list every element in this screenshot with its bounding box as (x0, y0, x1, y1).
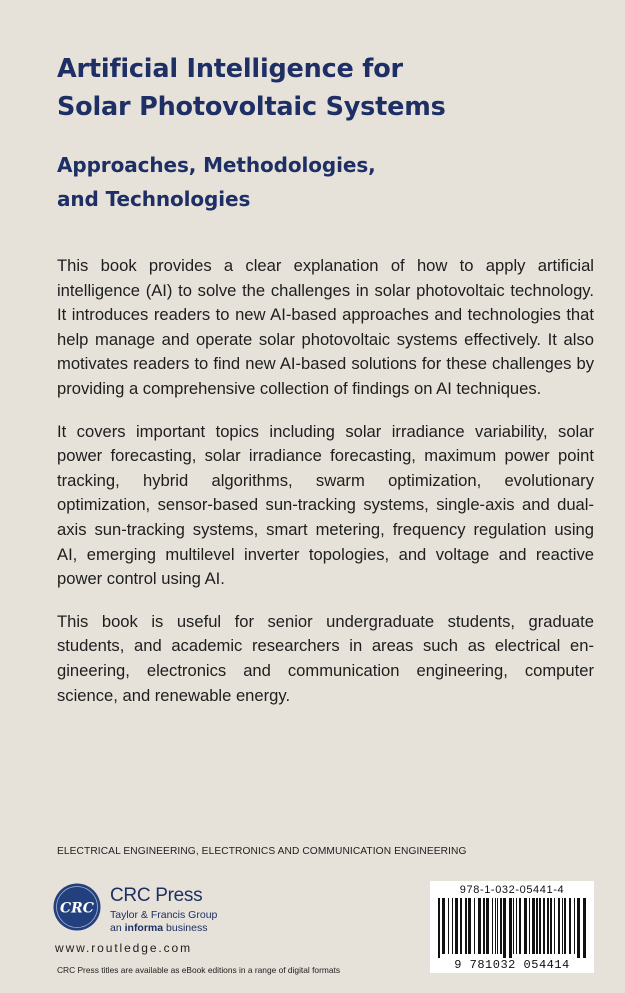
subtitle-line-2: and Technologies (57, 187, 251, 211)
description-paragraph-3: This book is useful for senior undergraduate students, graduate students, and academic researchers in areas such as electrical engineering, electronics and communication engineering, computer science, and renewable energy. (57, 611, 594, 705)
barcode-bar (554, 898, 555, 954)
barcode-bar (486, 898, 489, 954)
barcode-bar (509, 898, 512, 958)
title-line-1: Artificial Intelligence for (57, 54, 403, 84)
publisher-url[interactable]: www.routledge.com (55, 941, 193, 955)
book-description (57, 254, 594, 726)
barcode-bar (547, 898, 549, 954)
barcode-bar (452, 898, 453, 954)
barcode-bar (503, 898, 506, 958)
barcode-bar (519, 898, 521, 954)
title-line-2: Solar Photovoltaic Systems (57, 92, 446, 122)
barcode (430, 881, 594, 973)
barcode-bar (536, 898, 538, 954)
barcode-bar (455, 898, 458, 954)
barcode-bar (460, 898, 462, 954)
barcode-bar (529, 898, 530, 954)
barcode-bar (564, 898, 566, 954)
business-suffix: business (166, 922, 208, 934)
barcode-bar (516, 898, 517, 954)
barcode-bar (448, 898, 449, 954)
barcode-digits: 9 781032 054414 (454, 958, 570, 972)
crc-press-logo-icon (53, 883, 101, 931)
barcode-bar (583, 898, 586, 958)
barcode-bar (468, 898, 471, 954)
barcode-bar (577, 898, 580, 958)
barcode-bar (474, 898, 475, 954)
barcode-bar (442, 898, 445, 954)
barcode-bar (550, 898, 552, 954)
barcode-bar (483, 898, 485, 954)
barcode-bar (524, 898, 527, 954)
barcode-bar (465, 898, 467, 954)
publisher-name: CRC Press (110, 885, 203, 906)
description-paragraph-1: This book provides a clear explanation of how to apply artificial intelligence (AI) to solve the challenges in solar photovoltaic technology. It introduces readers to new AI-based approaches and technologies that help manage and operate solar photovoltaic systems effectively. It also motivates readers to find new AI-based solutions for these challenges by providing a comprehensive collection of findings on AI techniques. (57, 256, 594, 398)
barcode-bar (574, 898, 575, 954)
barcode-bar (500, 898, 502, 954)
logo-text: CRC (60, 900, 94, 917)
publisher-group: Taylor & Francis Group (110, 909, 218, 921)
book-title (57, 50, 597, 126)
barcode-bar (532, 898, 535, 954)
ebook-note: CRC Press titles are available as eBook editions in a range of digital formats (57, 965, 341, 975)
barcode-bar (497, 898, 498, 954)
subject-category: ELECTRICAL ENGINEERING, ELECTRONICS AND COMMUNICATION ENGINEERING (57, 846, 467, 857)
publisher-business (110, 922, 217, 935)
barcode-bar (478, 898, 481, 954)
description-paragraph-2: It covers important topics including solar irradiance variability, solar power forecasting, solar irradiance forecasting, maximum power point tracking, hybrid algorithms, swarm optimization, evolutionary optimization, sensor-based sun-tracking systems, single-axis and dual-axis sun-tracking systems, smart metering, frequency regulation using AI, emerging multilevel inverter topologies, and voltage and reactive power control using AI. (57, 421, 594, 589)
barcode-bar (562, 898, 563, 954)
barcode-bar (513, 898, 514, 954)
barcode-bar (495, 898, 496, 954)
isbn-text: 978-1-032-05441-4 (459, 884, 565, 896)
barcode-bar (558, 898, 560, 954)
subtitle-line-1: Approaches, Methodologies, (57, 153, 376, 177)
barcode-bar (438, 898, 440, 958)
barcode-bar (492, 898, 493, 954)
business-prefix: an (110, 922, 122, 934)
publisher-block (110, 886, 217, 935)
barcode-bar (539, 898, 541, 954)
barcode-bar (569, 898, 571, 954)
barcode-icon (436, 898, 588, 958)
barcode-bar (543, 898, 545, 954)
business-brand: informa (124, 922, 164, 934)
book-subtitle (57, 148, 597, 216)
